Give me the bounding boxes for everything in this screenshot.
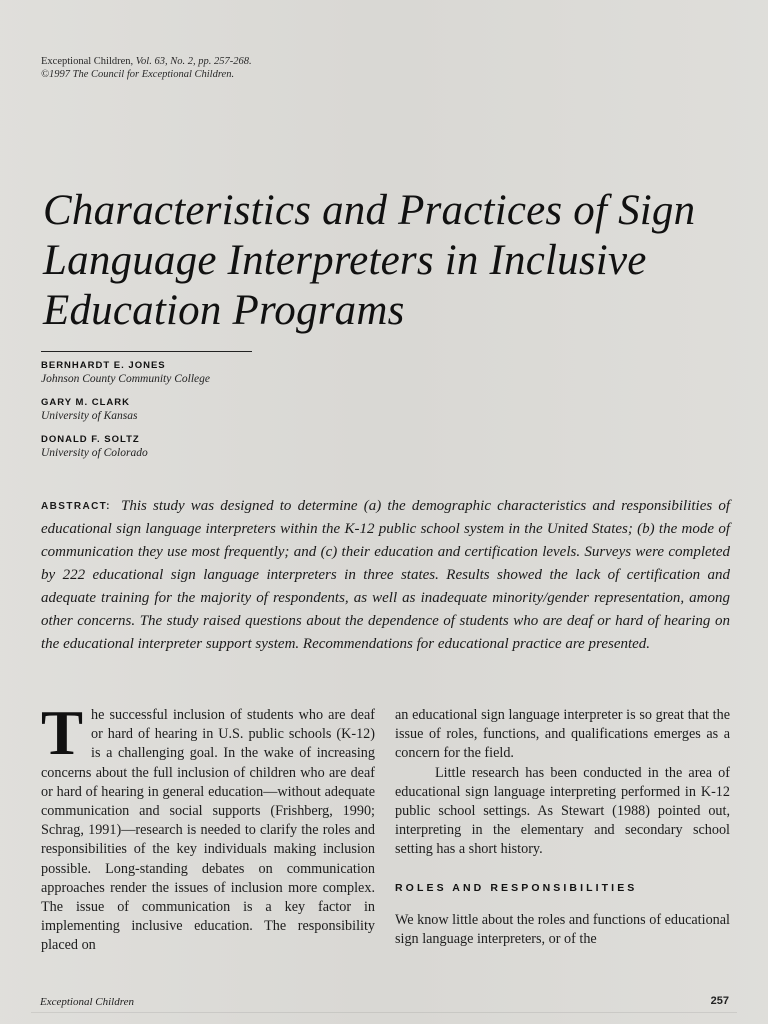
author-name: BERNHARDT E. JONES <box>41 360 166 371</box>
abstract-label: ABSTRACT: <box>41 501 111 512</box>
author-affiliation: Johnson County Community College <box>41 373 210 385</box>
author-affiliation: University of Colorado <box>41 447 148 459</box>
page-edge-rule <box>31 1012 737 1013</box>
author-affiliation: University of Kansas <box>41 410 138 422</box>
author-divider <box>41 351 252 352</box>
abstract <box>41 495 730 656</box>
author-block <box>41 397 361 423</box>
body-right-paragraph-1: an educational sign language interpreter is so great that the issue of roles, functions, and qualifications emerges as a concern for the field. <box>395 707 730 762</box>
article-header-meta <box>41 55 252 81</box>
citation-line <box>41 55 252 68</box>
section-heading-roles: ROLES AND RESPONSIBILITIES <box>395 881 638 894</box>
author-list <box>41 360 361 471</box>
journal-name: Exceptional Children, <box>41 56 134 67</box>
journal-citation: Vol. 63, No. 2, pp. 257-268. <box>135 56 252 67</box>
body-right-paragraph-3: We know little about the roles and functions of educational sign language interpreters, or of the <box>395 911 730 948</box>
abstract-text: This study was designed to determine (a) the demographic characteristics and responsibilities of educational sign language interpreters within the K-12 public school system in the United States; (b) the mode of communication they use most frequently; and (c) their education and certification levels. Surveys were completed by 222 educational sign language interpreters in three states. Results showed the lack of certification and adequate training for the majority of respondents, as well as inadequate minority/gender representation, among other concerns. The study raised questions about the dependence of students who are deaf or hard of hearing on the educational interpreter support system. Recommendations for educational practice are presented. <box>41 498 731 652</box>
body-left-paragraph: he successful inclusion of students who are deaf or hard of hearing in U.S. public schools (K-12) is a challenging goal. In the wake of increasing concerns about the full inclusion of children who are deaf or hard of hearing in general education—without adequate communication and social supports (Frishberg, 1990; Schrag, 1991)—research is needed to clarify the roles and responsibilities of the key individuals making inclusion possible. Long-standing debates on communication approaches render the issues of inclusion more complex. The issue of communication is a key factor in implementing inclusive education. The responsibility placed on <box>41 707 375 954</box>
author-block <box>41 360 361 386</box>
body-column-left <box>41 698 375 956</box>
footer-journal-name: Exceptional Children <box>40 996 134 1008</box>
article-title: Characteristics and Practices of Sign Language Interpreters in Inclusive Education Programs <box>43 186 696 334</box>
body-column-right <box>395 706 730 949</box>
drop-cap: T <box>41 698 84 768</box>
copyright-line: ©1997 The Council for Exceptional Children. <box>41 69 235 80</box>
author-block <box>41 434 361 460</box>
author-name: DONALD F. SOLTZ <box>41 434 140 445</box>
author-name: GARY M. CLARK <box>41 397 130 408</box>
page-number: 257 <box>710 995 729 1007</box>
body-right-paragraph-2: Little research has been conducted in the area of educational sign language interpreting performed in K-12 public school settings. As Stewart (1988) pointed out, interpreting in the elementary and secondary school setting has a short history. <box>395 764 730 858</box>
